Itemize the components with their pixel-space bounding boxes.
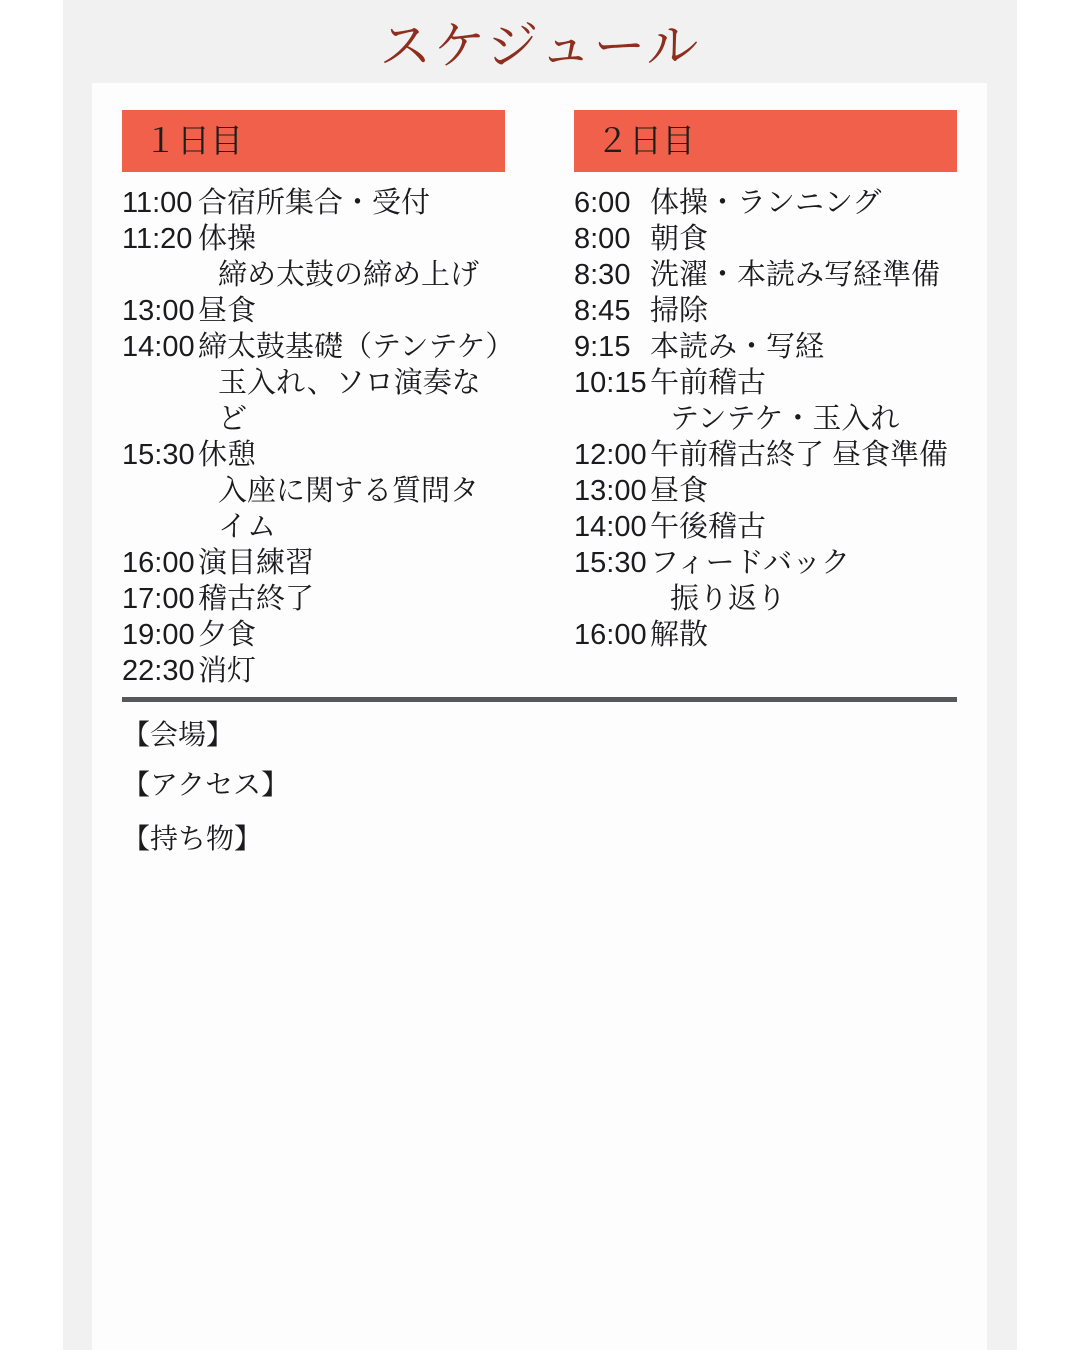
access-heading: 【アクセス】 xyxy=(122,769,290,800)
schedule-row xyxy=(122,653,505,689)
schedule-time: 8:30 xyxy=(574,259,631,291)
schedule-row xyxy=(574,545,957,581)
schedule-time: 16:00 xyxy=(122,547,195,579)
schedule-row xyxy=(122,437,505,473)
schedule-activity: 消灯 xyxy=(198,655,257,687)
schedule-time: 9:15 xyxy=(574,331,631,363)
day1-header-bar xyxy=(122,110,505,172)
schedule-row xyxy=(574,257,957,293)
schedule-activity: 体操・ランニング xyxy=(650,187,882,219)
schedule-activity: 体操 xyxy=(198,223,257,255)
schedule-activity: 午後稽古 xyxy=(650,511,767,543)
schedule-activity: 解散 xyxy=(650,619,709,651)
schedule-time: 16:00 xyxy=(574,619,647,651)
schedule-time: 12:00 xyxy=(574,439,647,471)
day2-header-label: ２日目 xyxy=(596,122,695,159)
schedule-time xyxy=(574,401,650,437)
schedule-time xyxy=(122,365,198,437)
schedule-row xyxy=(574,401,957,437)
schedule-row xyxy=(122,545,505,581)
schedule-activity: 夕食 xyxy=(198,619,257,651)
venue-section xyxy=(122,718,957,752)
schedule-time: 19:00 xyxy=(122,619,195,651)
schedule-row xyxy=(574,437,957,473)
schedule-activity: 玉入れ、ソロ演奏など xyxy=(218,367,481,435)
schedule-activity: フィードバック xyxy=(650,547,851,579)
schedule-row xyxy=(122,221,505,257)
schedule-time: 11:20 xyxy=(122,223,193,255)
day2-header-bar xyxy=(574,110,957,172)
schedule-row xyxy=(574,617,957,653)
schedule-activity: 演目練習 xyxy=(198,547,315,579)
schedule-activity: 昼食 xyxy=(650,475,709,507)
schedule-time: 8:00 xyxy=(574,223,631,255)
schedule-activity: 朝食 xyxy=(650,223,709,255)
schedule-activity: 合宿所集合・受付 xyxy=(198,187,431,219)
schedule-activity: 午前稽古 xyxy=(650,367,767,399)
belongings-heading: 【持ち物】 xyxy=(122,823,263,854)
schedule-row xyxy=(574,329,957,365)
schedule-activity: 掃除 xyxy=(650,295,709,327)
schedule-activity: 午前稽古終了 昼食準備 xyxy=(650,439,949,471)
schedule-row xyxy=(574,581,957,617)
day1-header-label: １日目 xyxy=(144,122,243,159)
schedule-activity: テンテケ・玉入れ xyxy=(670,403,900,435)
section-divider xyxy=(122,697,957,702)
schedule-row xyxy=(122,329,515,365)
schedule-activity: 休憩 xyxy=(198,439,257,471)
schedule-time: 15:30 xyxy=(574,547,647,579)
schedule-row xyxy=(122,185,505,221)
schedule-columns xyxy=(122,110,957,689)
schedule-time: 8:45 xyxy=(574,295,631,327)
schedule-row xyxy=(122,293,505,329)
schedule-row xyxy=(574,509,957,545)
page-title: スケジュール xyxy=(379,19,701,76)
day1-column xyxy=(122,110,515,689)
schedule-time xyxy=(574,581,650,617)
schedule-time: 22:30 xyxy=(122,655,195,687)
venue-heading: 【会場】 xyxy=(122,719,235,750)
schedule-time xyxy=(122,257,198,293)
schedule-time: 13:00 xyxy=(122,295,195,327)
schedule-activity: 締め太鼓の締め上げ xyxy=(218,259,480,291)
schedule-activity: 昼食 xyxy=(198,295,257,327)
schedule-time: 13:00 xyxy=(574,475,647,507)
schedule-activity: 入座に関する質問タイム xyxy=(218,475,480,543)
schedule-activity: 稽古終了 xyxy=(198,583,315,615)
day1-rows xyxy=(122,185,515,689)
schedule-time: 10:15 xyxy=(574,367,647,399)
schedule-row xyxy=(122,257,505,293)
schedule-row xyxy=(574,293,957,329)
access-section xyxy=(122,768,957,802)
schedule-time: 15:30 xyxy=(122,439,195,471)
belongings-section xyxy=(122,822,957,856)
schedule-activity: 締太鼓基礎（テンテケ） xyxy=(198,331,515,363)
schedule-row xyxy=(574,185,957,221)
day2-column xyxy=(574,110,957,689)
schedule-row xyxy=(122,473,505,545)
day2-rows xyxy=(574,185,957,653)
schedule-time xyxy=(122,473,198,545)
schedule-activity: 本読み・写経 xyxy=(650,331,825,363)
schedule-time: 6:00 xyxy=(574,187,631,219)
schedule-card xyxy=(92,83,987,1350)
schedule-activity: 洗濯・本読み写経準備 xyxy=(650,259,941,291)
schedule-row xyxy=(122,581,505,617)
schedule-row xyxy=(574,473,957,509)
schedule-row xyxy=(122,365,505,437)
schedule-row xyxy=(574,365,957,401)
schedule-time: 17:00 xyxy=(122,583,195,615)
schedule-time: 14:00 xyxy=(122,331,195,363)
schedule-time: 14:00 xyxy=(574,511,647,543)
schedule-row xyxy=(574,221,957,257)
schedule-row xyxy=(122,617,505,653)
schedule-activity: 振り返り xyxy=(670,583,787,615)
schedule-time: 11:00 xyxy=(122,187,193,219)
